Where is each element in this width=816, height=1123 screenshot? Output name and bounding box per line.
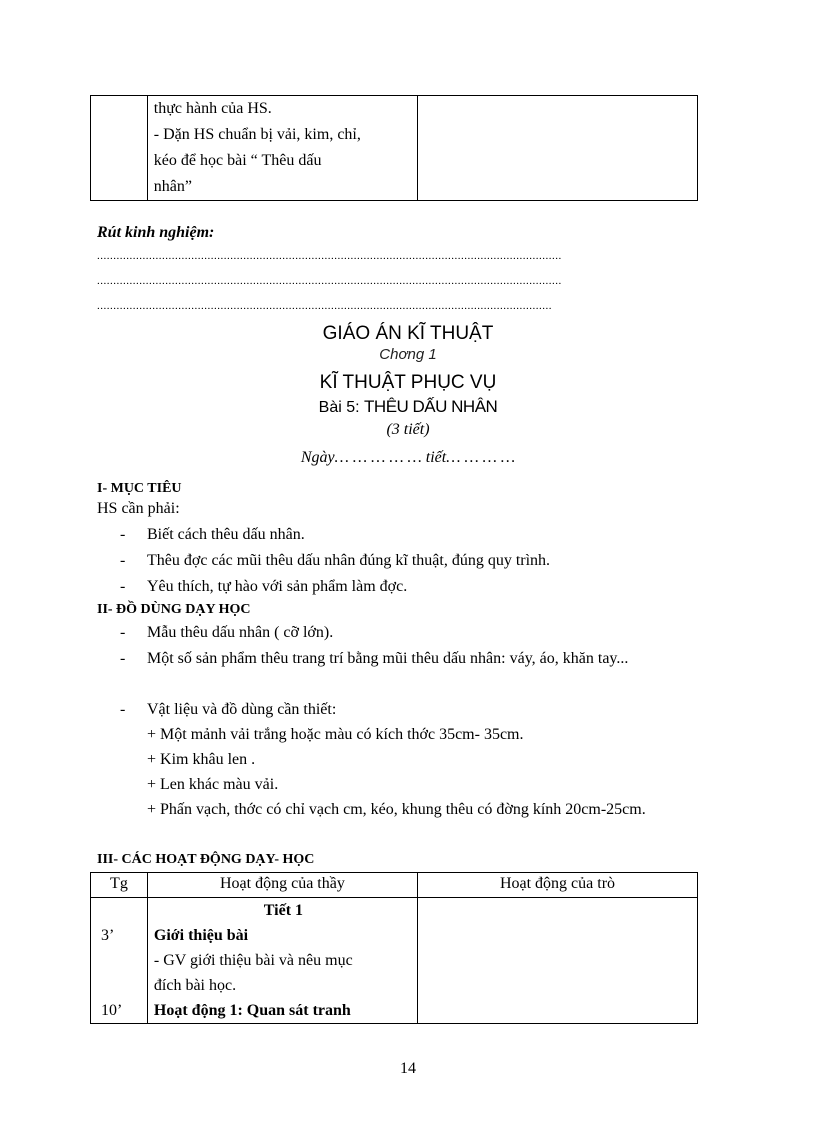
section-title: II- ĐỒ DÙNG DẠY HỌC: [97, 602, 251, 617]
text-line: - GV giới thiệu bài và nêu mục: [153, 952, 353, 969]
text-line: nhân”: [153, 178, 192, 195]
continued-activity-table: [90, 95, 698, 201]
subject-title: KĨ THUẬT PHỤC VỤ: [319, 372, 497, 393]
section-title: III- CÁC HOẠT ĐỘNG DẠY- HỌC: [97, 852, 315, 867]
time-value: 3’: [101, 927, 115, 944]
rut-kinh-nghiem-label: Rút kinh nghiệm:: [97, 224, 215, 241]
date-line: Ngày… … … … … tiết… … … …: [300, 449, 516, 466]
page-title: GIÁO ÁN KĨ THUẬT: [322, 323, 494, 344]
teacher-activity-cell: [147, 898, 417, 1024]
list-item-text: Một số sản phẩm thêu trang trí bằng mũi thêu dấu nhân: váy, áo, khăn tay...: [147, 650, 629, 667]
list-item-text: Biết cách thêu dấu nhân.: [147, 526, 305, 543]
column-header: Hoạt động của thầy: [147, 873, 417, 898]
dotted-line: ............................................................................................................................................: [97, 300, 552, 312]
sub-item: + Phấn vạch, thớc có chỉ vạch cm, kéo, khung thêu có đờng kính 20cm-25cm.: [147, 801, 646, 818]
text-line: kéo để học bài “ Thêu dấu: [153, 152, 322, 169]
periods-label: (3 tiết): [386, 421, 430, 438]
time-value: 10’: [101, 1002, 123, 1019]
page-number: 14: [400, 1060, 416, 1077]
dotted-line: ...............................................................................................................................................: [97, 275, 562, 287]
student-activity-cell: [417, 96, 697, 201]
lesson-prefix: Bài 5:: [318, 399, 360, 416]
teacher-activity-cell: [147, 96, 417, 201]
section-intro: HS cần phải:: [97, 500, 180, 517]
lesson-heading: [0, 397, 816, 417]
chapter-label: Chơng 1: [379, 346, 437, 363]
activity-title: Hoạt động 1: Quan sát tranh: [153, 1002, 351, 1019]
list-item: - Yêu thích, tự hào với sản phẩm làm đợc.: [120, 578, 408, 595]
text-line: đích bài học.: [153, 977, 237, 994]
list-item-text: Yêu thích, tự hào với sản phẩm làm đợc.: [147, 578, 408, 595]
list-item-text: Mẫu thêu dấu nhân ( cỡ lớn).: [147, 624, 334, 641]
list-item: - Mẫu thêu dấu nhân ( cỡ lớn).: [120, 624, 334, 641]
dotted-line: ...............................................................................................................................................: [97, 250, 562, 262]
period-label: Tiết 1: [263, 902, 304, 919]
activities-table: [90, 872, 698, 1024]
section-title: I- MỤC TIÊU: [97, 481, 182, 496]
text-line: thực hành của HS.: [153, 100, 272, 117]
list-item: - Biết cách thêu dấu nhân.: [120, 526, 305, 543]
list-item: - Một số sản phẩm thêu trang trí bằng mũi thêu dấu nhân: váy, áo, khăn tay...: [120, 646, 710, 672]
list-item: - Thêu đợc các mũi thêu dấu nhân đúng kĩ thuật, đúng quy trình.: [120, 552, 551, 569]
list-item-text: Vật liệu và đồ dùng cần thiết:: [147, 701, 337, 718]
sub-item: + Kim khâu len .: [147, 751, 256, 768]
list-item-text: Thêu đợc các mũi thêu dấu nhân đúng kĩ thuật, đúng quy trình.: [147, 552, 551, 569]
column-header: Hoạt động của trò: [417, 873, 697, 898]
activity-title: Giới thiệu bài: [153, 927, 249, 944]
list-item: - Vật liệu và đồ dùng cần thiết:: [120, 701, 337, 718]
time-cell: [91, 898, 148, 1024]
text-line: - Dặn HS chuẩn bị vải, kim, chỉ,: [153, 126, 361, 143]
sub-item: + Một mảnh vải trắng hoặc màu có kích thớc 35cm- 35cm.: [147, 726, 524, 743]
column-header: Tg: [91, 873, 148, 898]
student-activity-cell: [417, 898, 697, 1024]
lesson-title: THÊU DẤU NHÂN: [364, 397, 498, 416]
sub-item: + Len khác màu vải.: [147, 776, 279, 793]
time-cell: [91, 96, 148, 201]
